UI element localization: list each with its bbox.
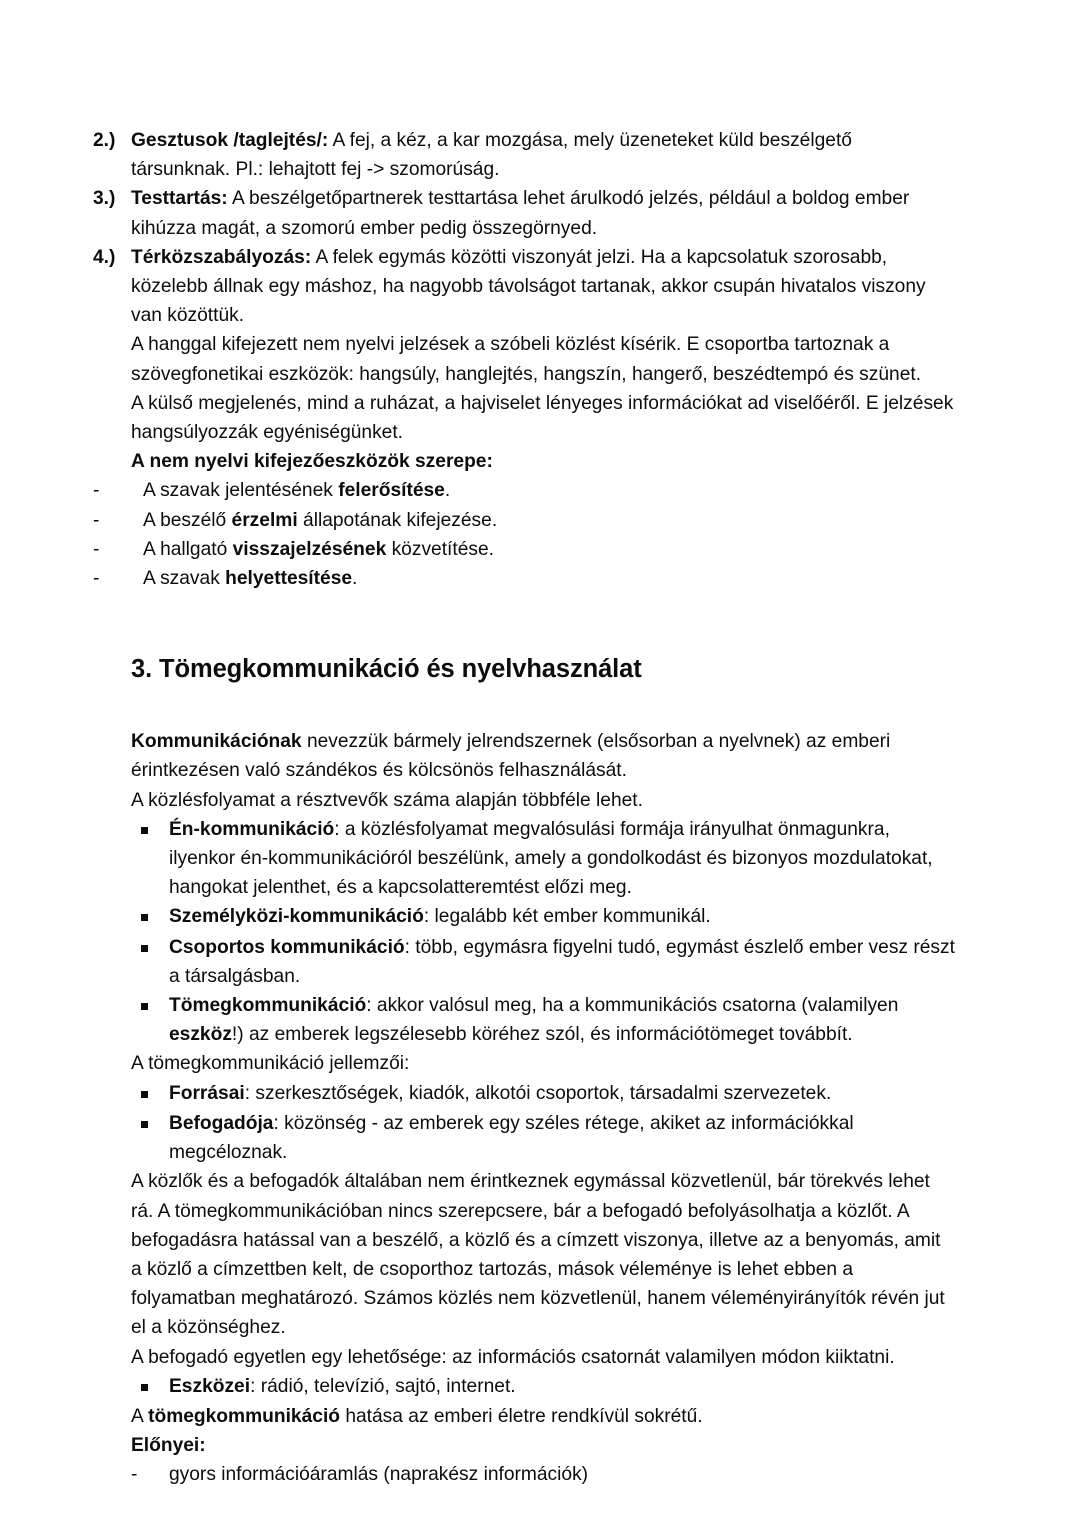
list-item-text — [143, 564, 955, 593]
term-label: Befogadója — [169, 1112, 274, 1134]
effect-paragraph — [131, 1402, 955, 1431]
text-part: : legalább két ember kommunikál. — [423, 906, 711, 928]
dash-marker: - — [93, 480, 100, 502]
square-bullet-icon — [131, 933, 169, 963]
section-heading: 3. Tömegkommunikáció és nyelvhasználat — [131, 655, 642, 684]
text-part: A szavak — [143, 568, 226, 590]
numbered-item — [93, 184, 955, 242]
emphasis: eszköz — [169, 1024, 232, 1046]
term-label: Eszközei — [169, 1375, 251, 1397]
list-item — [131, 933, 955, 991]
text-part: . — [444, 480, 451, 502]
spacer — [93, 685, 955, 727]
body-paragraph: A közlők és a befogadók általában nem érintkeznek egymással közvetlenül, bár törekvés lehet rá. A tömegkommunikációban nincs szerepcsere, bár a befogadó befolyásolhatja a közlőt. A befogadásra hatással van a beszélő, a közlő és a címzett viszonya, illetve az a benyomás, amit a közlő a címzettben kelt, de csoporthoz tartozás, mások véleménye is lehet ebben a folyamatban meghatározó. Számos közlés nem közvetlenül, hanem véleményirányítók révén jut el a közönséghez. — [131, 1171, 945, 1339]
list-item-text — [169, 815, 955, 903]
traits-lead: A tömegkommunikáció jellemzői: — [131, 1053, 410, 1075]
text-part: !) az emberek legszélesebb köréhez szól, és információtömeget továbbít. — [231, 1024, 853, 1046]
emphasis: érzelmi — [231, 509, 298, 531]
receiver-option-paragraph: A befogadó egyetlen egy lehetősége: az információs csatornát valamilyen módon kiiktatni. — [131, 1346, 895, 1368]
list-item — [131, 1079, 955, 1109]
document-body — [93, 126, 955, 1490]
text-part: nevezzük bármely jelrendszernek (elsősorban a nyelvnek) az emberi érintkezésen való szándékos és kölcsönös felhasználását. — [131, 731, 891, 782]
list-item — [131, 815, 955, 903]
square-bullet-icon — [131, 991, 169, 1021]
list-marker: 2.) — [93, 130, 116, 151]
text-part: : akkor valósul meg, ha a kommunikációs csatorna (valamilyen — [366, 995, 899, 1017]
dash-marker: - — [93, 509, 100, 531]
list-item — [131, 1109, 955, 1167]
text-part: A hallgató — [143, 538, 233, 560]
dash-marker: - — [93, 568, 100, 590]
term-label: Tömegkommunikáció — [169, 995, 367, 1017]
numbered-item-body — [131, 126, 955, 184]
list-item-text — [143, 476, 955, 505]
list-item-text — [169, 902, 955, 931]
intro-paragraph-2: A közlésfolyamat a résztvevők száma alapján többféle lehet. — [131, 789, 643, 811]
list-item — [131, 1460, 955, 1489]
list-item-text — [143, 506, 955, 535]
list-item — [93, 506, 955, 535]
dash-marker: - — [93, 538, 100, 560]
term-label: Gesztusok /taglejtés/: — [131, 130, 329, 151]
list-item-text: gyors információáramlás (naprakész információk) — [169, 1464, 589, 1486]
emphasis: visszajelzésének — [232, 538, 387, 560]
square-bullet-icon — [131, 1372, 169, 1402]
text-part: : közönség - az emberek egy széles rétege, akiket az információkkal megcéloznak. — [169, 1112, 854, 1164]
term-label: Én-kommunikáció — [169, 818, 335, 840]
term-label: Személyközi-kommunikáció — [169, 906, 424, 928]
text-part: A beszélő — [143, 509, 232, 531]
list-item — [93, 476, 955, 505]
numbered-item-body — [131, 243, 955, 331]
square-bullet-icon — [131, 1079, 169, 1109]
term-description: A fej, a kéz, a kar mozgása, mely üzeneteket küld beszélgető társunknak. Pl.: lehajtott fej -> szomorúság. — [131, 130, 852, 181]
text-part: : a közlésfolyamat megvalósulási formája irányulhat önmagunkra, ilyenkor én-kommunikációról beszélünk, amely a gondolkodást és bizonyos mozdulatokat, hangokat jelenthet, és a kapcsolatteremtést előzi meg. — [169, 818, 933, 899]
list-item — [131, 1372, 955, 1402]
spacer — [93, 593, 955, 653]
text-part: állapotának kifejezése. — [297, 509, 498, 531]
paragraph: A hanggal kifejezett nem nyelvi jelzések a szóbeli közlést kísérik. E csoportba tartoznak a szövegfonetikai eszközök: hangsúly, hanglejtés, hangszín, hangerő, beszédtempó és szünet. — [131, 334, 922, 385]
numbered-item-body — [131, 184, 955, 242]
term-label: Kommunikációnak — [131, 731, 302, 753]
square-bullet-icon — [131, 1109, 169, 1139]
term-label: Testtartás: — [131, 188, 228, 210]
list-item-text — [143, 535, 955, 564]
numbered-item — [93, 243, 955, 331]
square-bullet-icon — [131, 815, 169, 845]
text-part: közvetítése. — [386, 538, 494, 560]
emphasis: tömegkommunikáció — [148, 1405, 340, 1427]
list-item-text — [169, 1372, 955, 1401]
list-marker: 4.) — [93, 246, 116, 268]
list-item-text — [169, 933, 955, 991]
paragraph: A külső megjelenés, mind a ruházat, a hajviselet lényeges információkat ad viselőéről. E jelzések hangsúlyozzák egyéniségünket. — [131, 392, 954, 444]
list-item — [131, 991, 955, 1049]
text-part: : szerkesztőségek, kiadók, alkotói csoportok, társadalmi szervezetek. — [244, 1082, 832, 1104]
numbered-item — [93, 126, 955, 184]
roles-heading: A nem nyelvi kifejezőeszközök szerepe: — [131, 451, 493, 473]
term-label: Térközszabályozás: — [131, 246, 312, 268]
text-part: : több, egymásra figyelni tudó, egymást észlelő ember vesz részt a társalgásban. — [169, 936, 955, 987]
square-bullet-icon — [131, 902, 169, 932]
term-description: A felek egymás közötti viszonyát jelzi. Ha a kapcsolatuk szorosabb, közelebb állnak egy máshoz, ha nagyobb távolságot tartanak, akkor csupán hivatalos viszony van közöttük. — [131, 246, 926, 327]
list-item — [93, 535, 955, 564]
list-item — [131, 902, 955, 932]
text-part: . — [352, 568, 358, 590]
list-item — [93, 564, 955, 593]
term-description: A beszélgetőpartnerek testtartása lehet árulkodó jelzés, például a boldog ember kihúzza magát, a szomorú ember pedig összegörnyed. — [131, 188, 910, 239]
advantages-heading: Előnyei: — [131, 1435, 206, 1457]
dash-marker: - — [131, 1464, 138, 1486]
list-item-text — [169, 1109, 955, 1167]
text-part: : rádió, televízió, sajtó, internet. — [250, 1375, 516, 1397]
term-label: Forrásai — [169, 1082, 245, 1104]
intro-paragraph — [131, 727, 955, 785]
emphasis: felerősítése — [338, 480, 445, 502]
emphasis: helyettesítése — [225, 568, 353, 590]
list-marker: 3.) — [93, 188, 116, 210]
text-part: A — [131, 1405, 149, 1427]
term-label: Csoportos kommunikáció — [169, 936, 405, 958]
list-item-text — [169, 1079, 955, 1108]
list-item-text — [169, 991, 955, 1049]
text-part: A szavak jelentésének — [143, 480, 339, 502]
text-part: hatása az emberi életre rendkívül sokrétű. — [340, 1405, 703, 1427]
